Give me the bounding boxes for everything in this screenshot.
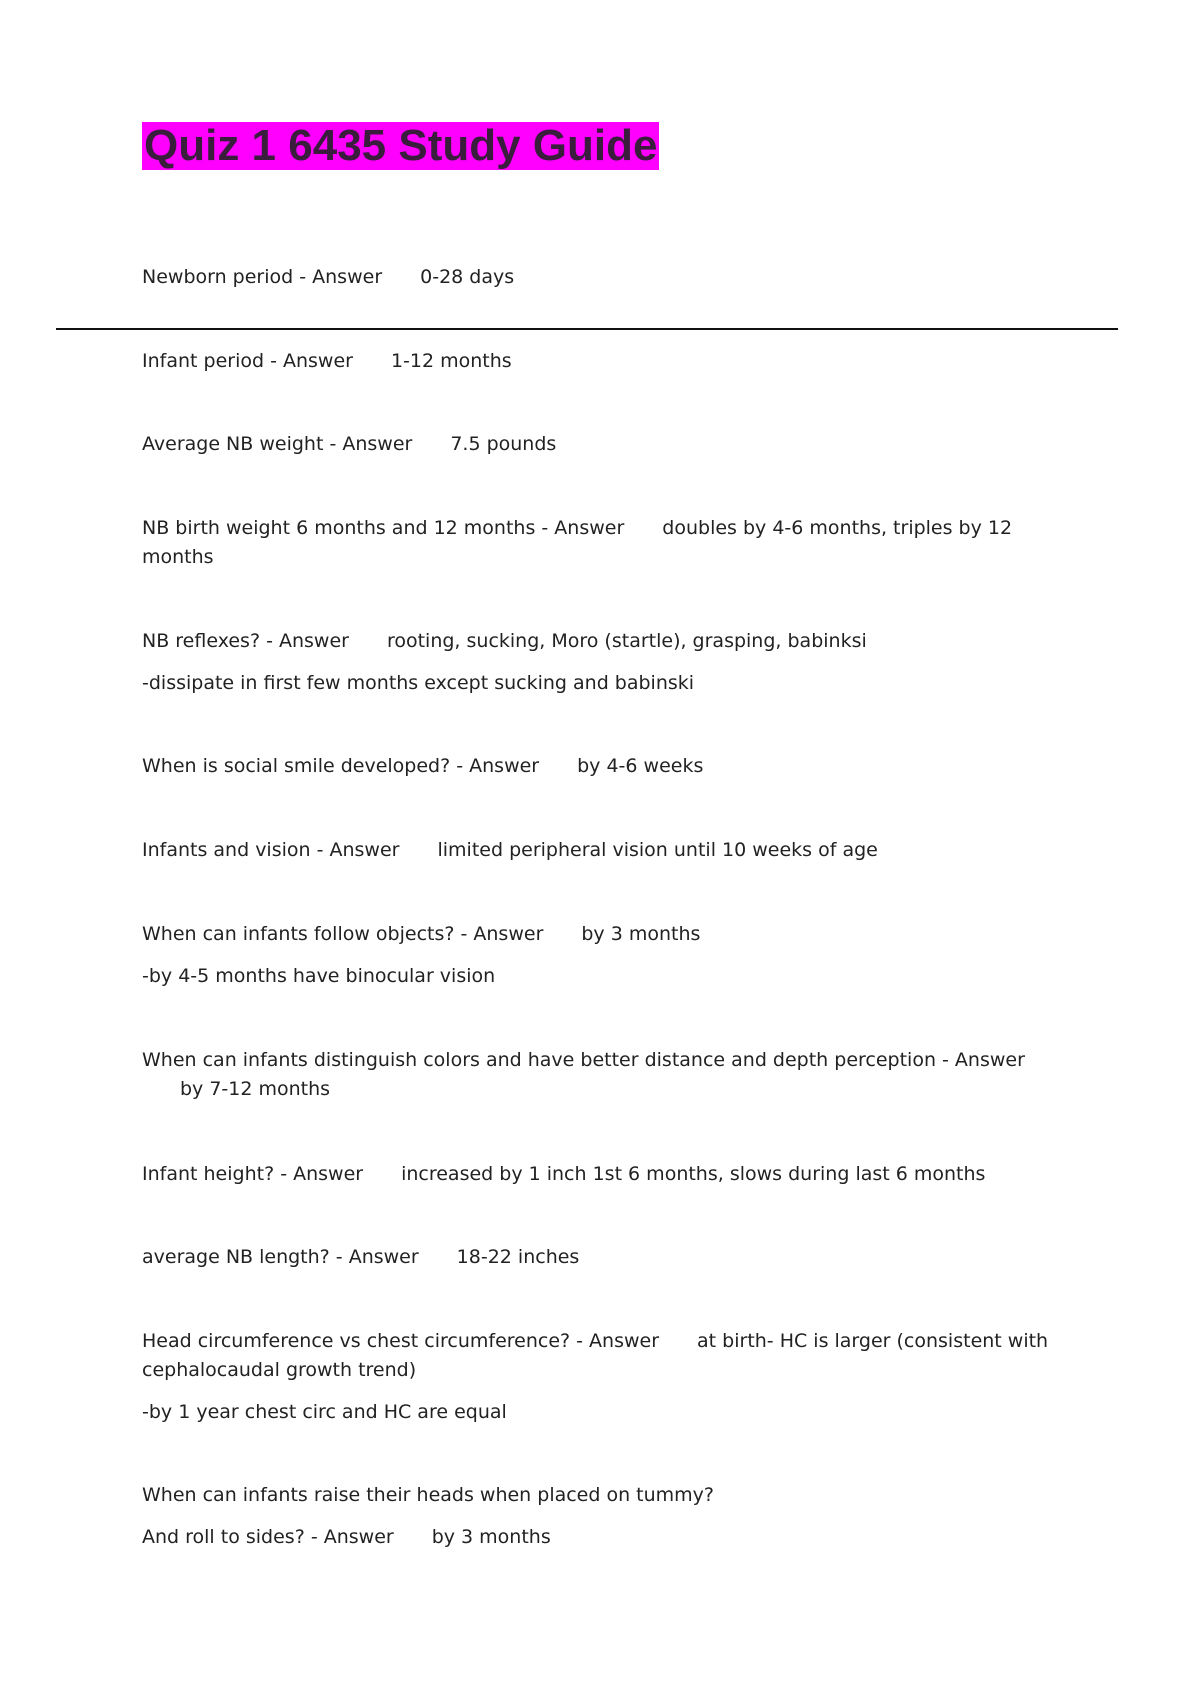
document-title: Quiz 1 6435 Study Guide (144, 121, 658, 170)
qa-item-newborn-period (142, 263, 1042, 292)
question: Infant period - Answer (142, 350, 353, 372)
answer: 0-28 days (420, 266, 515, 288)
question: Infants and vision - Answer (142, 839, 400, 861)
question: Average NB weight - Answer (142, 433, 413, 455)
question: NB reflexes? - Answer (142, 630, 349, 652)
answer: 18-22 inches (456, 1246, 580, 1268)
answer: by 4-6 weeks (577, 755, 704, 777)
qa-item-infant-height (142, 1160, 1042, 1189)
answer: by 3 months (581, 923, 701, 945)
note: -by 1 year chest circ and HC are equal (142, 1401, 507, 1423)
qa-item-head-chest-circumference (142, 1327, 1062, 1427)
note: -dissipate in first few months except sucking and babinski (142, 672, 695, 694)
answer: limited peripheral vision until 10 weeks of age (437, 839, 878, 861)
qa-item-average-weight (142, 430, 1042, 459)
answer: doubles by 4-6 months, triples by 12 months (142, 517, 1013, 568)
horizontal-divider (56, 328, 1118, 330)
answer: at birth- HC is larger (consistent with cephalocaudal growth trend) (142, 1330, 1049, 1381)
answer: 7.5 pounds (450, 433, 557, 455)
question: Infant height? - Answer (142, 1163, 364, 1185)
qa-item-infant-vision (142, 836, 1042, 865)
question: NB birth weight 6 months and 12 months - Answer (142, 517, 625, 539)
question: average NB length? - Answer (142, 1246, 419, 1268)
question: When can infants follow objects? - Answer (142, 923, 544, 945)
question: When can infants distinguish colors and have better distance and depth perception - Answer (142, 1049, 1025, 1071)
qa-item-colors-depth (142, 1046, 1062, 1104)
qa-item-birth-weight (142, 514, 1042, 572)
answer: increased by 1 inch 1st 6 months, slows during last 6 months (401, 1163, 986, 1185)
qa-item-follow-objects (142, 920, 1042, 991)
answer: rooting, sucking, Moro (startle), grasping, babinksi (386, 630, 867, 652)
question-line-2: And roll to sides? - Answer (142, 1526, 394, 1548)
question: Newborn period - Answer (142, 266, 383, 288)
answer: 1-12 months (390, 350, 512, 372)
qa-item-nb-length (142, 1243, 1042, 1272)
question: Head circumference vs chest circumference? - Answer (142, 1330, 660, 1352)
question: When is social smile developed? - Answer (142, 755, 540, 777)
qa-item-infant-period (142, 347, 1042, 376)
qa-item-raise-head-roll (142, 1481, 1042, 1552)
qa-item-nb-reflexes (142, 627, 1042, 698)
note: -by 4-5 months have binocular vision (142, 965, 496, 987)
answer: by 7-12 months (180, 1078, 331, 1100)
question: When can infants raise their heads when placed on tummy? (142, 1484, 715, 1506)
answer: by 3 months (431, 1526, 551, 1548)
qa-item-social-smile (142, 752, 1042, 781)
